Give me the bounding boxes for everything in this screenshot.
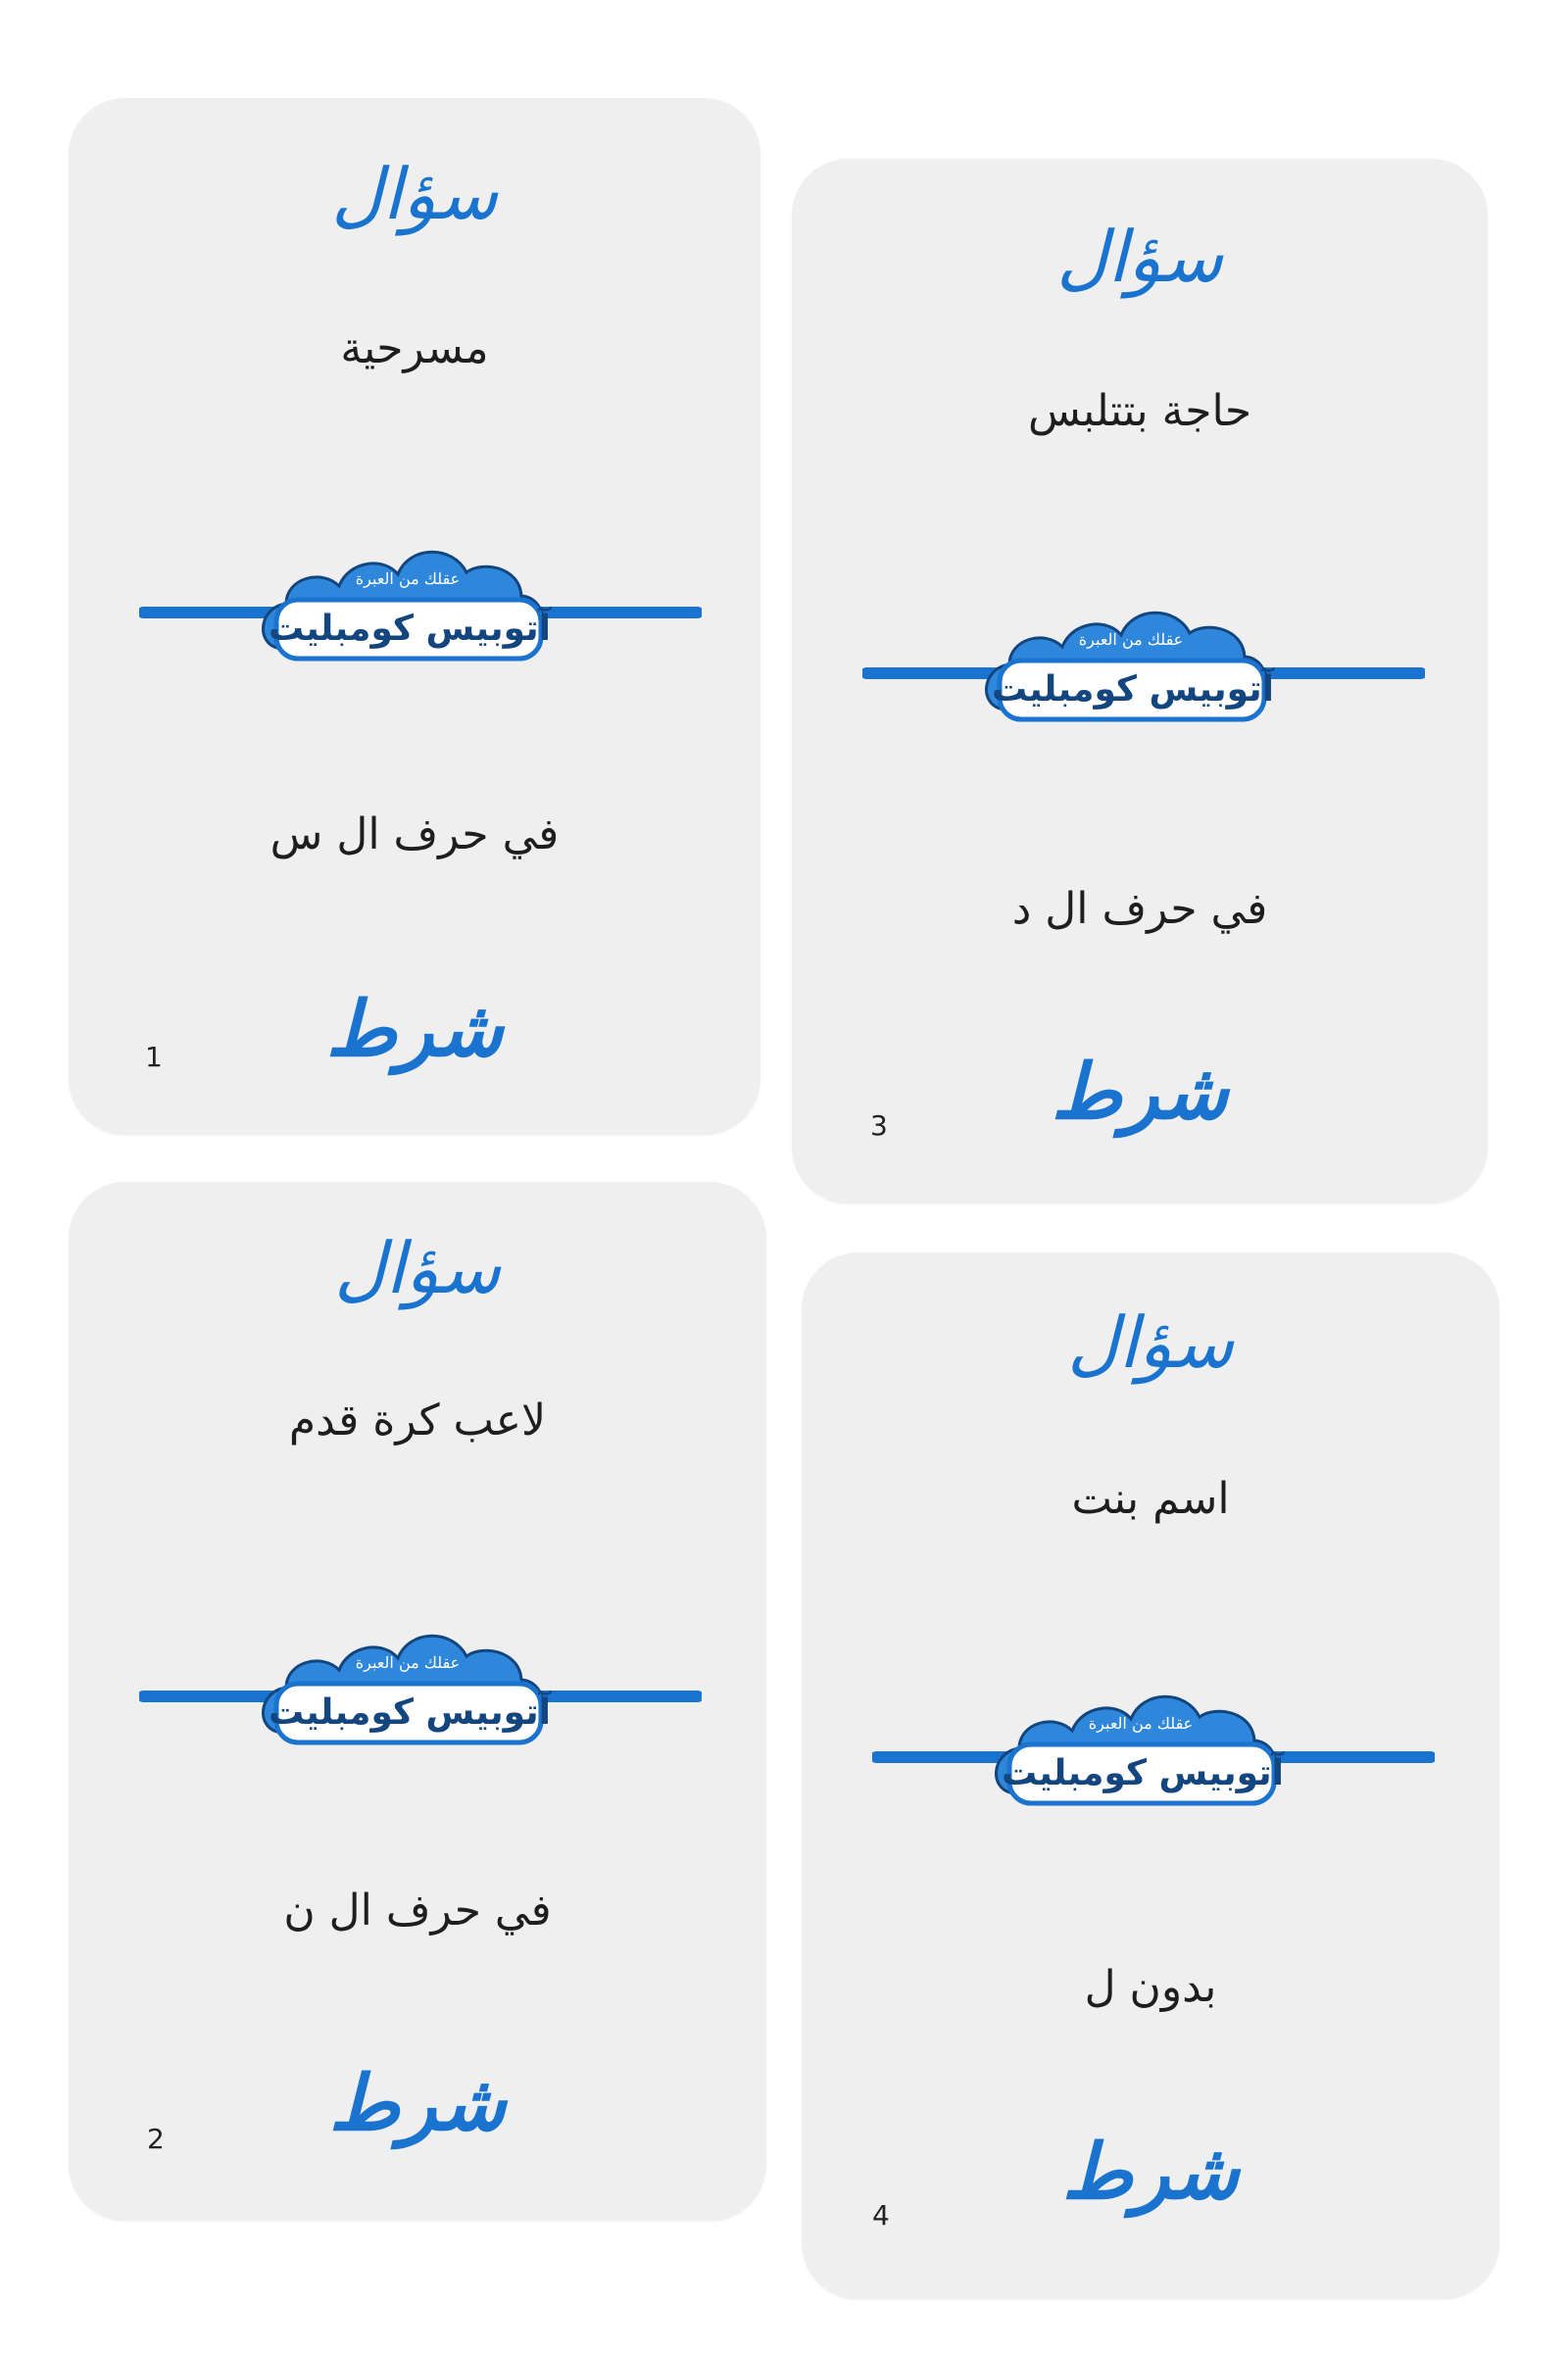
card-heading: سؤال <box>331 153 498 235</box>
question-card-3 <box>792 159 1488 1203</box>
logo-brand: آتوبيس كومبليت <box>268 1692 552 1733</box>
card-condition: في حرف ال د <box>1011 884 1268 934</box>
question-card-1 <box>69 98 760 1135</box>
cloud-logo-icon <box>139 1623 702 1750</box>
card-number: 2 <box>147 2123 165 2155</box>
card-prompt: لاعب كرة قدم <box>288 1396 547 1446</box>
card-number: 4 <box>872 2199 890 2231</box>
card-prompt: حاجة بتتلبس <box>1027 386 1252 436</box>
card-condition: في حرف ال ن <box>283 1886 552 1936</box>
question-card-4 <box>802 1252 1499 2299</box>
card-number: 3 <box>870 1109 888 1142</box>
card-condition: بدون ل <box>1084 1962 1217 2012</box>
card-footer-word: شرط <box>1061 2128 1240 2217</box>
cloud-logo-icon <box>872 1684 1435 1811</box>
card-footer-word: شرط <box>1051 1048 1229 1137</box>
logo-tagline: عقلك من العبرة <box>1078 630 1184 649</box>
question-card-2 <box>69 1182 766 2221</box>
card-footer-word: شرط <box>325 985 504 1074</box>
logo-tagline: عقلك من العبرة <box>355 1653 461 1672</box>
logo-brand: آتوبيس كومبليت <box>991 669 1275 710</box>
card-heading: سؤال <box>1067 1301 1234 1384</box>
card-footer-word: شرط <box>328 2059 507 2148</box>
card-prompt: مسرحية <box>340 323 489 373</box>
logo-tagline: عقلك من العبرة <box>1088 1714 1194 1733</box>
logo-tagline: عقلك من العبرة <box>355 569 461 588</box>
card-number: 1 <box>145 1041 163 1073</box>
cloud-logo-icon <box>862 600 1425 727</box>
card-heading: سؤال <box>1056 216 1223 298</box>
card-prompt: اسم بنت <box>1071 1474 1230 1524</box>
card-condition: في حرف ال س <box>270 809 560 859</box>
logo-brand: آتوبيس كومبليت <box>268 609 552 649</box>
logo-brand: آتوبيس كومبليت <box>1001 1753 1285 1793</box>
card-heading: سؤال <box>334 1227 501 1309</box>
cloud-logo-icon <box>139 539 702 666</box>
